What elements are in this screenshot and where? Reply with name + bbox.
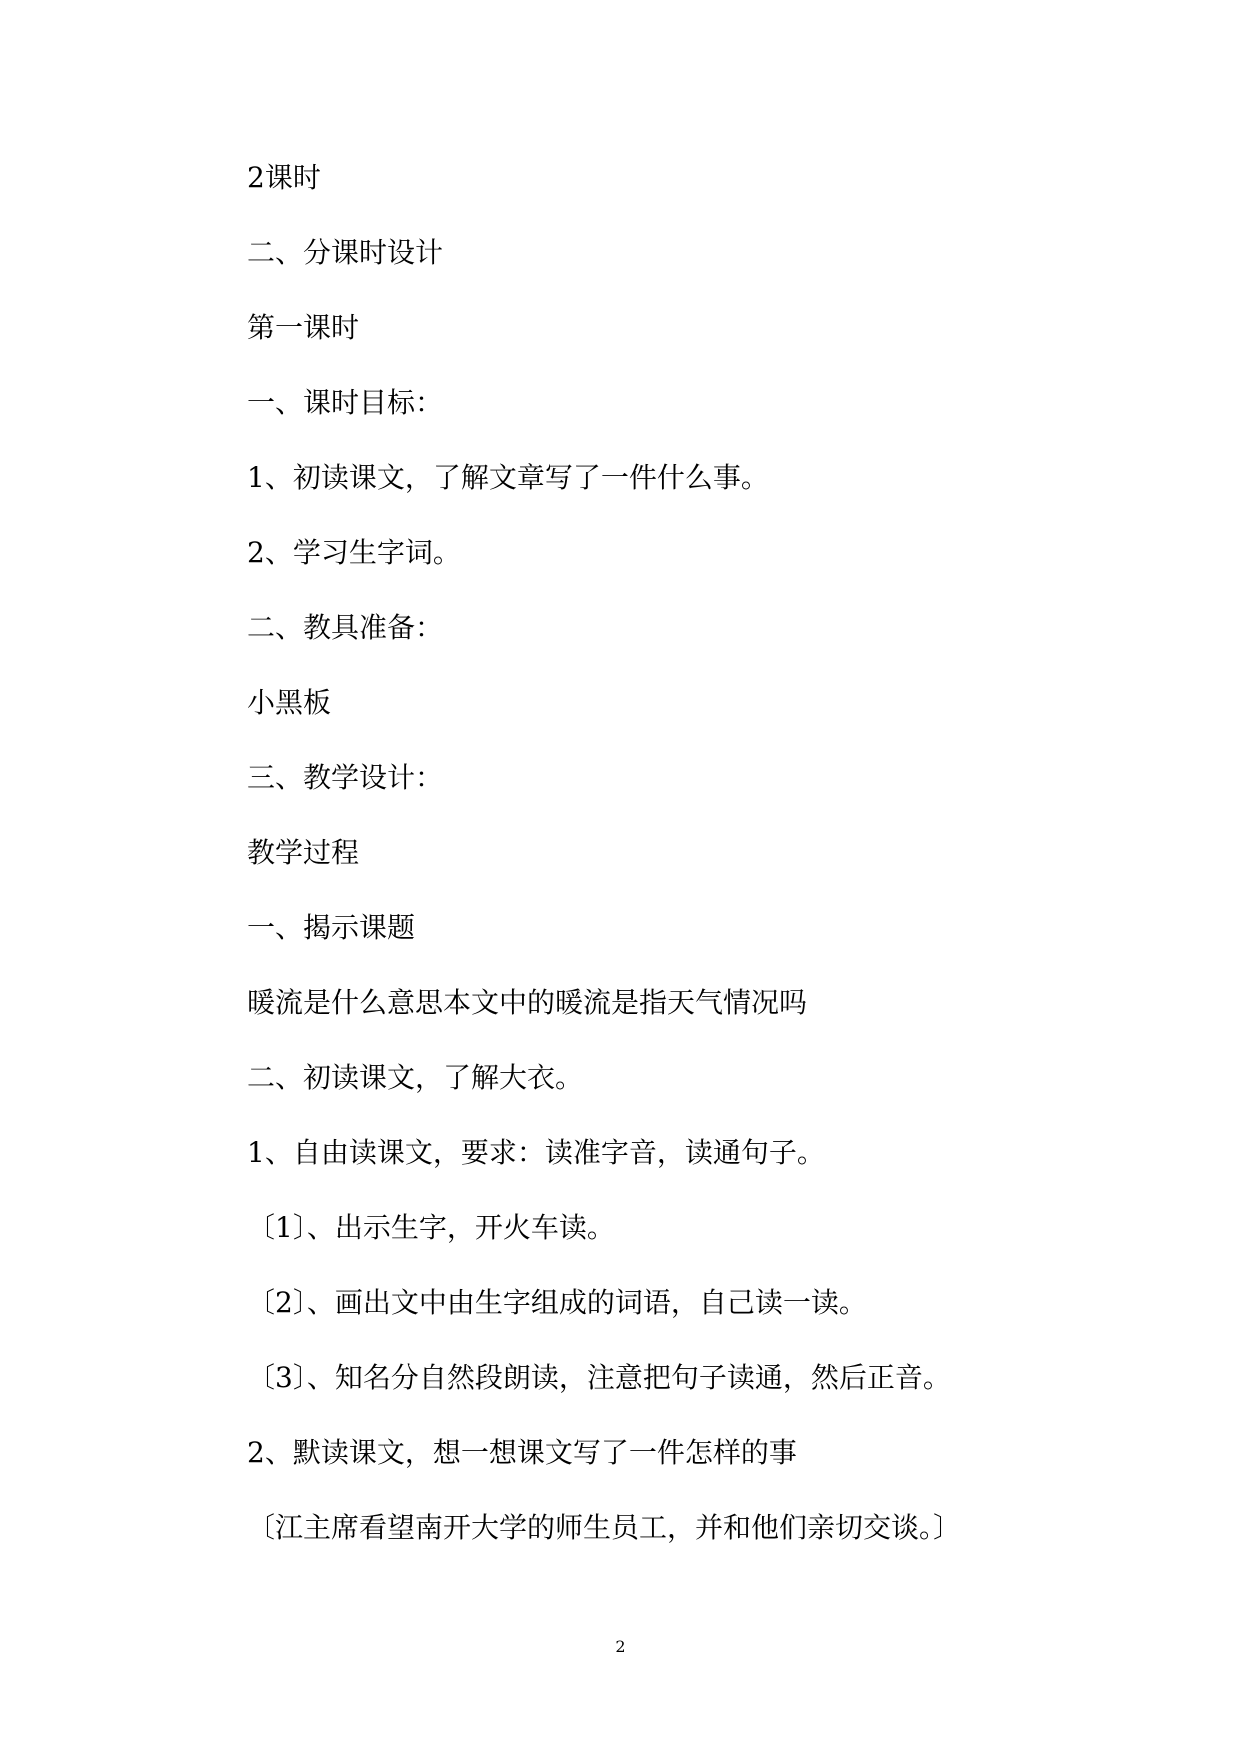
list-item: 1、初读课文，了解文章写了一件什么事。 <box>247 461 769 494</box>
lesson-heading: 第一课时 <box>247 311 360 344</box>
text-line: 小黑板 <box>247 686 332 719</box>
list-item: 2、学习生字词。 <box>247 536 461 569</box>
text-line: 2课时 <box>247 161 321 194</box>
section-heading: 二、教具准备： <box>247 611 444 644</box>
section-heading: 一、课时目标： <box>247 386 444 419</box>
page-number: 2 <box>615 1637 626 1656</box>
text-line: 〔江主席看望南开大学的师生员工，并和他们亲切交谈。〕 <box>247 1511 962 1544</box>
text-line: 暖流是什么意思本文中的暖流是指天气情况吗 <box>247 986 808 1019</box>
section-heading: 二、初读课文，了解大衣。 <box>247 1061 584 1094</box>
list-item: 〔3〕、知名分自然段朗读，注意把句子读通，然后正音。 <box>247 1361 951 1394</box>
list-item: 〔1〕、出示生字，开火车读。 <box>247 1211 615 1244</box>
list-item: 1、自由读课文，要求：读准字音，读通句子。 <box>247 1136 825 1169</box>
section-heading: 一、揭示课题 <box>247 911 416 944</box>
list-item: 〔2〕、画出文中由生字组成的词语，自己读一读。 <box>247 1286 867 1319</box>
text-line: 教学过程 <box>247 836 360 869</box>
section-heading: 二、分课时设计 <box>247 236 444 269</box>
section-heading: 三、教学设计： <box>247 761 444 794</box>
list-item: 2、默读课文，想一想课文写了一件怎样的事 <box>247 1436 797 1469</box>
